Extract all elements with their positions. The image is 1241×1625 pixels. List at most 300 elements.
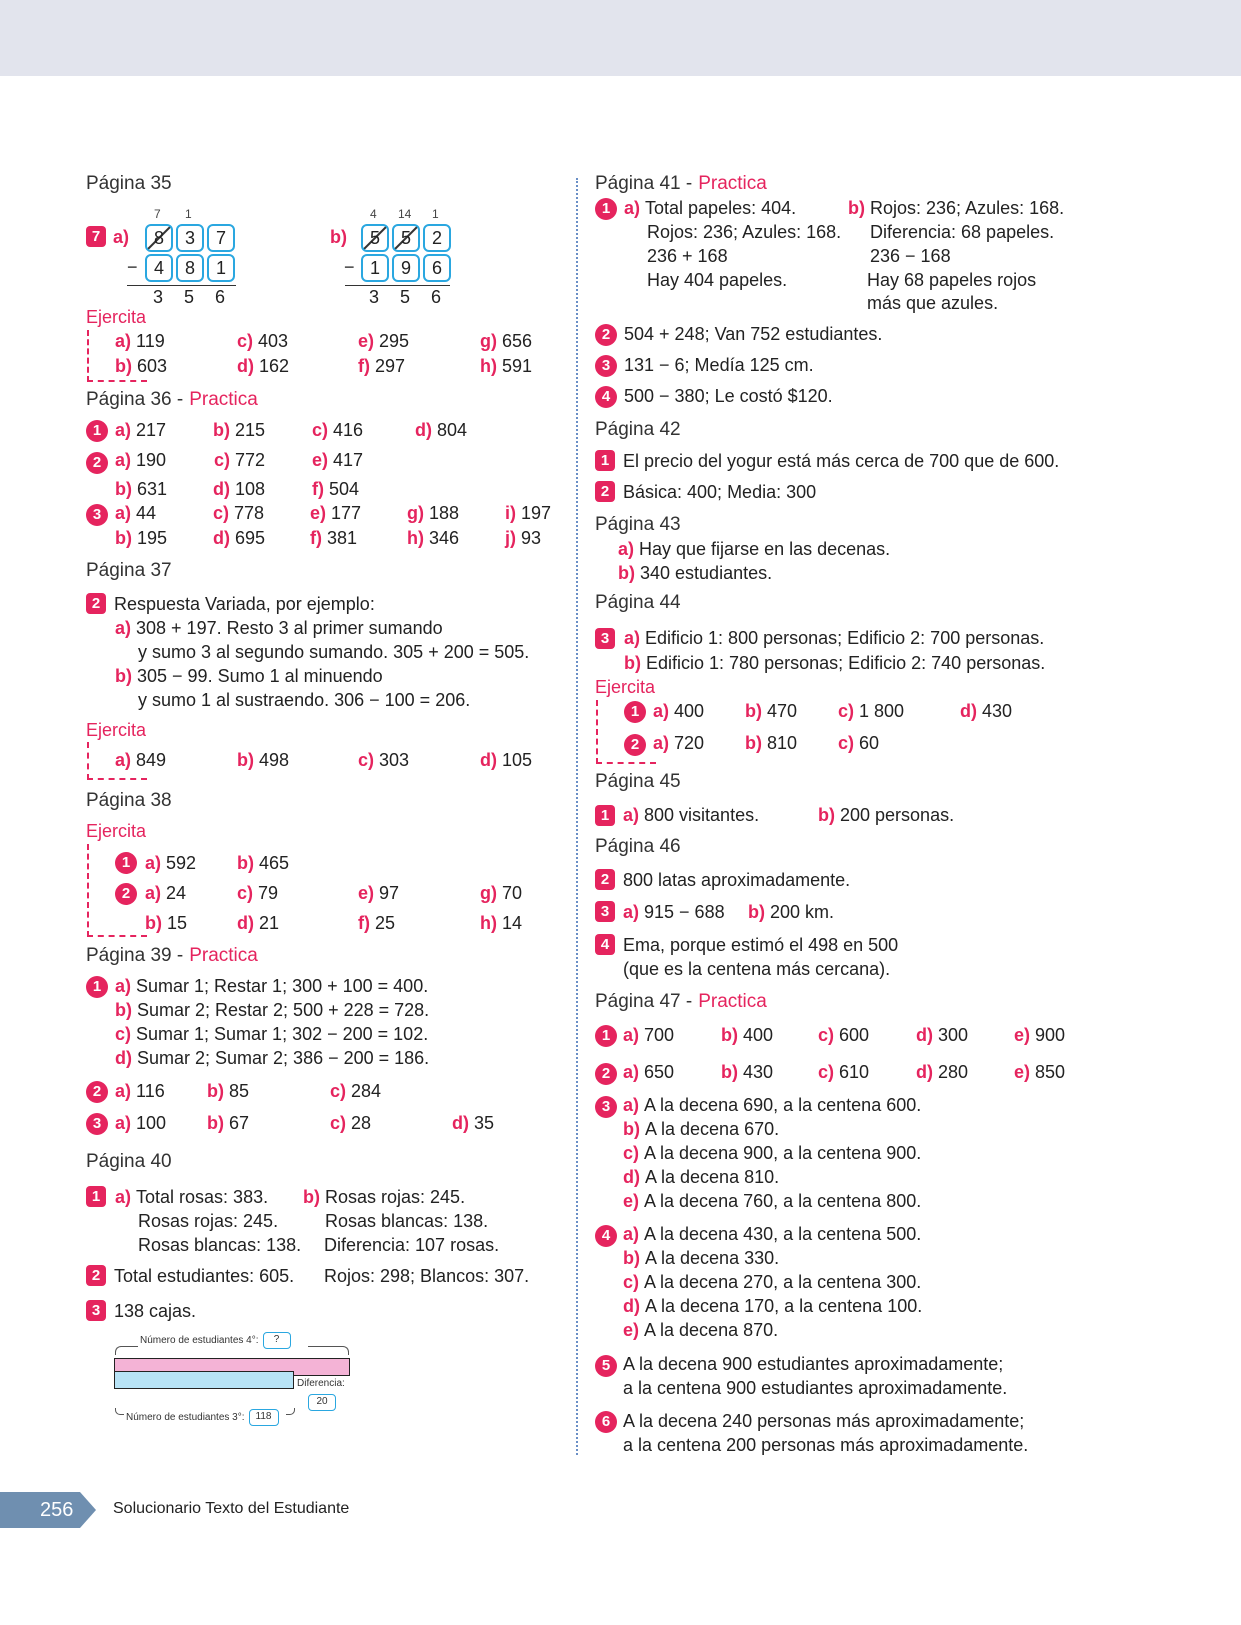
answer-item — [213, 526, 265, 550]
answer-value: 195 — [137, 528, 168, 548]
diagram-bottom-value-box: 118 — [249, 1409, 279, 1426]
section-heading — [595, 591, 681, 615]
heading-title: Página 36 - — [86, 389, 184, 410]
answer-label: b) — [745, 701, 762, 721]
answer-item — [358, 881, 399, 905]
answer-value: Total papeles: 404. — [645, 198, 797, 218]
answer-label: a) — [653, 701, 670, 721]
answer-item — [330, 1111, 371, 1135]
answer-value: 28 — [351, 1113, 372, 1133]
square-number-badge: 3 — [86, 1300, 106, 1321]
heading-title: Página 42 — [595, 419, 681, 440]
subtraction-rule — [127, 285, 236, 286]
answer-label: c) — [818, 1025, 835, 1045]
text-line: Rojos: 298; Blancos: 307. — [324, 1266, 530, 1286]
answer-item — [480, 329, 532, 353]
answer-value: 900 — [1035, 1025, 1066, 1045]
digit-box: 5 — [392, 224, 420, 252]
diagram-diff-label: Diferencia: — [297, 1378, 345, 1389]
answer-label: a) — [115, 1081, 132, 1101]
answer-item — [145, 881, 186, 905]
answer-item — [312, 418, 363, 442]
answer-label: a) — [115, 1187, 132, 1207]
section-heading — [86, 789, 172, 813]
diagram-top-label-row — [140, 1332, 291, 1349]
square-number-badge: 1 — [86, 1186, 106, 1207]
answer-label: f) — [358, 913, 370, 933]
circle-number-badge: 1 — [86, 420, 108, 442]
answer-item — [960, 699, 1012, 723]
answer-value: 15 — [167, 913, 188, 933]
answer-label: b) — [623, 1119, 640, 1139]
square-number-badge: 3 — [595, 901, 615, 922]
borrow-digit: 7 — [154, 207, 161, 221]
square-number-badge: 1 — [595, 805, 615, 826]
text-line: Ema, porque estimó el 498 en 500 — [623, 935, 899, 955]
answer-item — [623, 900, 725, 924]
square-number-badge: 2 — [86, 593, 106, 614]
answer-value: 610 — [839, 1062, 870, 1082]
result-digit: 3 — [153, 287, 164, 307]
answer-item — [838, 699, 904, 723]
text-line: a la centena 900 estudiantes aproximadamente. — [623, 1378, 1008, 1398]
ejercita-label: Ejercita — [86, 307, 147, 327]
answer-item — [480, 748, 532, 772]
answer-label: d) — [213, 528, 230, 548]
borrow-digit: 14 — [398, 207, 412, 221]
section-heading — [595, 172, 767, 196]
text-line: y sumo 3 al segundo sumando. 305 + 200 = 505. — [138, 642, 530, 662]
answer-value: 105 — [502, 750, 533, 770]
answer-label: e) — [1014, 1025, 1031, 1045]
answer-label: c) — [237, 331, 254, 351]
answer-value: 470 — [767, 701, 798, 721]
answer-label: d) — [452, 1113, 469, 1133]
answer-label: c) — [818, 1062, 835, 1082]
answer-value: 93 — [521, 528, 542, 548]
answer-value: A la decena 690, a la centena 600. — [644, 1095, 922, 1115]
answer-value: 305 − 99. Sumo 1 al minuendo — [137, 666, 383, 686]
answer-label: f) — [358, 356, 370, 376]
digit-box: 4 — [145, 254, 173, 282]
answer-item — [145, 911, 187, 935]
answer-item — [115, 748, 166, 772]
circle-number-badge: 1 — [115, 852, 137, 874]
answer-value: 650 — [644, 1062, 675, 1082]
result-digit: 5 — [400, 287, 411, 307]
text-line: Rojos: 236; Azules: 168. — [647, 222, 842, 242]
answer-value: 188 — [429, 503, 460, 523]
text-line: 500 − 380; Le costó $120. — [624, 386, 833, 406]
answer-item — [115, 616, 443, 640]
answer-label: d) — [960, 701, 977, 721]
answer-label: b) — [115, 356, 132, 376]
answer-label: c) — [115, 1024, 132, 1044]
bracket-line — [286, 1408, 295, 1415]
answer-item — [623, 1141, 921, 1165]
answer-value: Sumar 1; Restar 1; 300 + 100 = 400. — [136, 976, 429, 996]
answer-item — [1014, 1060, 1065, 1084]
answer-value: 300 — [938, 1025, 969, 1045]
answer-value: 177 — [331, 503, 362, 523]
answer-value: 284 — [351, 1081, 382, 1101]
heading-title: Página 41 - — [595, 173, 693, 194]
answer-label: g) — [407, 503, 424, 523]
section-heading — [595, 513, 681, 537]
text-line: Diferencia: 68 papeles. — [870, 222, 1055, 242]
answer-item — [838, 731, 879, 755]
answer-label: a) — [623, 1025, 640, 1045]
answer-value: 25 — [375, 913, 396, 933]
digit-box: 8 — [176, 254, 204, 282]
answer-item — [721, 1023, 773, 1047]
circle-number-badge: 4 — [595, 386, 617, 408]
answer-item — [115, 1046, 429, 1070]
diagram-bottom-label: Número de estudiantes 3°: — [126, 1411, 245, 1423]
circle-number-badge: 3 — [86, 1113, 108, 1135]
answer-item — [358, 329, 409, 353]
answer-value: Sumar 2; Sumar 2; 386 − 200 = 186. — [137, 1048, 430, 1068]
answer-label: h) — [480, 356, 497, 376]
answer-value: 35 — [474, 1113, 495, 1133]
answer-label: b) — [207, 1081, 224, 1101]
answer-value: Total rosas: 383. — [136, 1187, 269, 1207]
text-line: Respuesta Variada, por ejemplo: — [114, 594, 375, 614]
answer-item — [745, 699, 797, 723]
answer-label: d) — [213, 479, 230, 499]
square-number-badge: 2 — [595, 481, 615, 502]
answer-value: Sumar 1; Sumar 1; 302 − 200 = 102. — [136, 1024, 429, 1044]
answer-item — [358, 748, 409, 772]
answer-label: h) — [407, 528, 424, 548]
answer-value: 308 + 197. Resto 3 al primer sumando — [136, 618, 443, 638]
section-heading — [595, 770, 681, 794]
page-number: 256 — [40, 1499, 74, 1521]
answer-value: 800 visitantes. — [644, 805, 760, 825]
answer-item — [618, 561, 772, 585]
digit-box: 5 — [361, 224, 389, 252]
answer-label: d) — [916, 1025, 933, 1045]
answer-label: a) — [623, 1062, 640, 1082]
answer-label: b) — [818, 805, 835, 825]
answer-value: 695 — [235, 528, 266, 548]
answer-item — [115, 1111, 166, 1135]
answer-item — [213, 501, 264, 525]
text-line: 131 − 6; Medía 125 cm. — [624, 355, 814, 375]
answer-label: a) — [115, 503, 132, 523]
circle-number-badge: 1 — [624, 701, 646, 723]
ejercita-label: Ejercita — [86, 720, 147, 740]
circle-number-badge: 3 — [595, 1096, 617, 1118]
answer-value: 303 — [379, 750, 410, 770]
answer-label: b) — [145, 913, 162, 933]
circle-number-badge: 2 — [86, 452, 108, 474]
answer-item — [213, 418, 265, 442]
answer-item — [480, 354, 532, 378]
answer-item — [480, 881, 522, 905]
answer-value: A la decena 670. — [645, 1119, 780, 1139]
answer-item — [848, 196, 1064, 220]
borrow-digit: 4 — [370, 207, 377, 221]
section-heading — [86, 559, 172, 583]
answer-label: b) — [115, 479, 132, 499]
answer-label: c) — [330, 1113, 347, 1133]
answer-label: c) — [213, 503, 230, 523]
answer-value: 778 — [234, 503, 265, 523]
answer-value: 217 — [136, 420, 167, 440]
answer-item — [623, 1222, 921, 1246]
circle-number-badge: 2 — [595, 1063, 617, 1085]
answer-label: h) — [480, 913, 497, 933]
answer-item — [237, 748, 289, 772]
answer-value: 100 — [136, 1113, 167, 1133]
answer-label: b) — [115, 1000, 132, 1020]
answer-item — [818, 803, 954, 827]
answer-value: A la decena 760, a la centena 800. — [644, 1191, 922, 1211]
heading-practica: Practica — [698, 991, 767, 1012]
subtraction-rule — [345, 285, 450, 286]
text-line: a la centena 200 personas más aproximadamente. — [623, 1435, 1029, 1455]
answer-value: 162 — [259, 356, 290, 376]
answer-item — [748, 900, 834, 924]
answer-label: c) — [330, 1081, 347, 1101]
answer-label: a) — [623, 805, 640, 825]
heading-practica: Practica — [189, 389, 258, 410]
answer-value: 804 — [437, 420, 468, 440]
answer-item — [623, 1270, 921, 1294]
answer-label: g) — [480, 331, 497, 351]
text-line: 800 latas aproximadamente. — [623, 870, 851, 890]
answer-value: A la decena 430, a la centena 500. — [644, 1224, 922, 1244]
heading-practica: Practica — [189, 945, 258, 966]
circle-number-badge: 3 — [595, 355, 617, 377]
answer-label: e) — [312, 450, 329, 470]
answer-value: 465 — [259, 853, 290, 873]
answer-value: 592 — [166, 853, 197, 873]
answer-value: 197 — [521, 503, 552, 523]
answer-value: 85 — [229, 1081, 250, 1101]
text-line: Rosas rojas: 245. — [138, 1211, 279, 1231]
heading-title: Página 44 — [595, 592, 681, 613]
circle-number-badge: 6 — [595, 1411, 617, 1433]
section-heading — [595, 990, 767, 1014]
answer-item — [237, 354, 289, 378]
answer-label: a) — [618, 539, 635, 559]
answer-label: b) — [623, 1248, 640, 1268]
column-divider — [576, 178, 578, 1455]
section-heading — [86, 172, 172, 196]
answer-value: 200 km. — [770, 902, 835, 922]
answer-label: b) — [624, 653, 641, 673]
answer-label: e) — [1014, 1062, 1031, 1082]
text-line: Hay 68 papeles rojos — [867, 270, 1037, 290]
answer-value: 97 — [379, 883, 400, 903]
answer-item — [452, 1111, 494, 1135]
heading-title: Página 45 — [595, 771, 681, 792]
bracket-line — [115, 1408, 124, 1415]
answer-label: b) — [745, 733, 762, 753]
square-number-badge: 1 — [595, 450, 615, 471]
answer-value: 44 — [136, 503, 157, 523]
answer-label: d) — [237, 356, 254, 376]
answer-value: 1 800 — [859, 701, 905, 721]
answer-value: 700 — [644, 1025, 675, 1045]
answer-item — [745, 731, 797, 755]
answer-item — [623, 1023, 674, 1047]
answer-item — [115, 998, 429, 1022]
answer-label: f) — [312, 479, 324, 499]
answer-label: c) — [838, 733, 855, 753]
text-line: 504 + 248; Van 752 estudiantes. — [624, 324, 883, 344]
answer-label: e) — [358, 331, 375, 351]
answer-label: b) — [848, 198, 865, 218]
answer-label: d) — [623, 1167, 640, 1187]
ejercita-label: Ejercita — [595, 677, 656, 697]
answer-value: 190 — [136, 450, 167, 470]
circle-number-badge: 2 — [624, 734, 646, 756]
answer-item — [623, 1117, 779, 1141]
answer-label: b) — [207, 1113, 224, 1133]
answer-item — [818, 1060, 869, 1084]
answer-label: a) — [145, 883, 162, 903]
minus-sign: − — [344, 257, 355, 277]
answer-value: A la decena 900, a la centena 900. — [644, 1143, 922, 1163]
answer-label: a) — [115, 450, 132, 470]
text-line: 236 + 168 — [647, 246, 728, 266]
answer-value: 720 — [674, 733, 705, 753]
answer-label: e) — [358, 883, 375, 903]
part-label: a) — [113, 227, 130, 247]
answer-value: 631 — [137, 479, 168, 499]
answer-label: c) — [312, 420, 329, 440]
answer-item — [505, 526, 541, 550]
answer-value: 416 — [333, 420, 364, 440]
answer-label: a) — [623, 1224, 640, 1244]
answer-label: b) — [115, 528, 132, 548]
ejercita-label: Ejercita — [86, 821, 147, 841]
answer-value: A la decena 170, a la centena 100. — [645, 1296, 923, 1316]
result-digit: 6 — [431, 287, 442, 307]
answer-item — [623, 803, 759, 827]
text-line: Hay 404 papeles. — [647, 270, 788, 290]
answer-label: a) — [115, 420, 132, 440]
answer-label: e) — [623, 1191, 640, 1211]
answer-value: 430 — [743, 1062, 774, 1082]
text-line: 236 − 168 — [870, 246, 951, 266]
answer-item — [623, 1318, 778, 1342]
circle-number-badge: 1 — [86, 976, 108, 998]
answer-item — [237, 911, 279, 935]
answer-label: a) — [145, 853, 162, 873]
text-line: Rosas blancas: 138. — [138, 1235, 302, 1255]
answer-label: c) — [214, 450, 231, 470]
bracket-line — [115, 1346, 138, 1355]
answer-item — [623, 1189, 921, 1213]
answer-item — [237, 851, 289, 875]
footer-title: Solucionario Texto del Estudiante — [113, 1500, 350, 1517]
answer-value: 772 — [235, 450, 266, 470]
text-line: más que azules. — [867, 293, 999, 313]
answer-item — [214, 448, 265, 472]
answer-value: 656 — [502, 331, 533, 351]
answer-item — [1014, 1023, 1065, 1047]
answer-label: g) — [480, 883, 497, 903]
answer-label: d) — [623, 1296, 640, 1316]
circle-number-badge: 4 — [595, 1225, 617, 1247]
answer-value: 280 — [938, 1062, 969, 1082]
borrow-digit: 1 — [432, 207, 439, 221]
square-number-badge: 3 — [595, 628, 615, 649]
answer-value: A la decena 330. — [645, 1248, 780, 1268]
answer-label: b) — [721, 1062, 738, 1082]
diagram-bottom-label-row — [126, 1409, 279, 1426]
answer-label: d) — [237, 913, 254, 933]
answer-item — [623, 1246, 779, 1270]
circle-number-badge: 1 — [595, 1025, 617, 1047]
answer-value: Rojos: 236; Azules: 168. — [870, 198, 1065, 218]
answer-value: 215 — [235, 420, 266, 440]
answer-label: d) — [480, 750, 497, 770]
answer-value: 60 — [859, 733, 880, 753]
section-heading — [86, 388, 258, 412]
answer-value: 504 — [329, 479, 360, 499]
answer-label: e) — [623, 1320, 640, 1340]
answer-value: 915 − 688 — [644, 902, 725, 922]
answer-label: b) — [213, 420, 230, 440]
answer-value: Edificio 1: 780 personas; Edificio 2: 740 personas. — [646, 653, 1046, 673]
answer-item — [653, 699, 704, 723]
answer-value: 108 — [235, 479, 266, 499]
section-heading — [86, 944, 258, 968]
answer-value: 850 — [1035, 1062, 1066, 1082]
answer-label: d) — [115, 1048, 132, 1068]
answer-value: 297 — [375, 356, 406, 376]
answer-item — [207, 1079, 249, 1103]
section-heading — [86, 1150, 172, 1174]
answer-label: a) — [624, 628, 641, 648]
answer-item — [115, 664, 383, 688]
answer-item — [721, 1060, 773, 1084]
answer-value: Edificio 1: 800 personas; Edificio 2: 700 personas. — [645, 628, 1045, 648]
answer-item — [916, 1060, 968, 1084]
answer-item — [624, 626, 1044, 650]
circle-number-badge: 5 — [595, 1355, 617, 1377]
text-line: A la decena 900 estudiantes aproximadamente; — [623, 1354, 1004, 1374]
circle-number-badge: 2 — [595, 324, 617, 346]
answer-item — [407, 501, 459, 525]
answer-item — [115, 974, 428, 998]
part-label: b) — [330, 227, 347, 247]
diagram-top-label: Número de estudiantes 4°: — [140, 1334, 259, 1346]
answer-item — [480, 911, 522, 935]
square-number-badge: 7 — [86, 226, 106, 247]
result-digit: 5 — [184, 287, 195, 307]
answer-label: a) — [623, 902, 640, 922]
digit-box: 1 — [207, 254, 235, 282]
answer-value: 14 — [502, 913, 523, 933]
text-line: Total estudiantes: 605. — [114, 1266, 295, 1286]
answer-value: A la decena 870. — [644, 1320, 779, 1340]
answer-label: c) — [623, 1143, 640, 1163]
circle-number-badge: 2 — [115, 883, 137, 905]
heading-title: Página 37 — [86, 560, 172, 581]
answer-value: 400 — [743, 1025, 774, 1045]
answer-value: 119 — [136, 331, 165, 351]
result-digit: 3 — [369, 287, 380, 307]
answer-item — [623, 1165, 779, 1189]
digit-box: 7 — [207, 224, 235, 252]
answer-label: d) — [415, 420, 432, 440]
